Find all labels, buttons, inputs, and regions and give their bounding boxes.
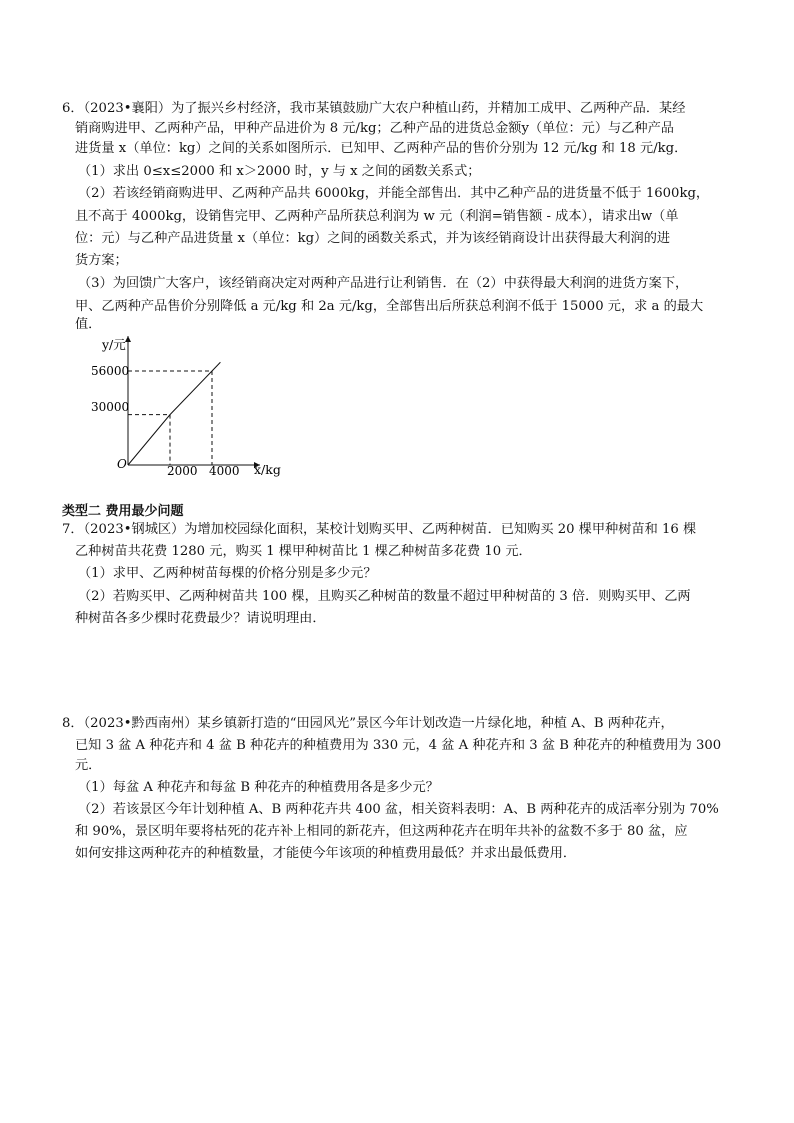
q6-graph (90, 330, 290, 485)
section-heading: 类型二 费用最少问题 (62, 504, 184, 519)
y-tick-label: 30000 (91, 400, 130, 414)
q6-line: 货方案； (75, 253, 128, 268)
y-tick-label: 56000 (91, 364, 130, 378)
q8-line: 元． (75, 758, 102, 773)
series-line (128, 362, 220, 465)
y-axis-label: y/元 (102, 337, 126, 352)
q6-part-2: （2）若该经销商购进甲、乙两种产品共 6000kg，并能全部售出．其中乙种产品的进货量不低于 1600kg， (78, 186, 710, 201)
q7-part-1: （1）求甲、乙两种树苗每棵的价格分别是多少元？ (78, 566, 377, 581)
q7-part-2: （2）若购买甲、乙两种树苗共 100 棵，且购买乙种树苗的数量不超过甲种树苗的 3 倍．则购买甲、乙两 (78, 589, 691, 604)
q6-line: 值． (75, 317, 102, 332)
q8-line: 已知 3 盆 A 种花卉和 4 盆 B 种花卉的种植费用为 330 元，4 盆 A 种花卉和 3 盆 B 种花卉的种植费用为 300 (75, 738, 722, 753)
q6-part-1: （1）求出 0≤x≤2000 和 x＞2000 时，y 与 x 之间的函数关系式； (78, 164, 481, 179)
q6-line: 位：元）与乙种产品进货量 x（单位：kg）之间的函数关系式，并为该经销商设计出获得最大利润的进 (75, 231, 671, 246)
q8-line: 和 90%，景区明年要将枯死的花卉补上相同的新花卉，但这两种花卉在明年共补的盆数不多于 80 盆，应 (75, 824, 688, 839)
q6-part-3: （3）为回馈广大客户，该经销商决定对两种产品进行让利销售．在（2）中获得最大利润的进货方案下， (78, 276, 689, 291)
q8-line: 8．（2023•黔西南州）某乡镇新打造的“田园风光”景区今年计划改造一片绿化地，种植 A、B 两种花卉， (62, 716, 674, 731)
x-tick-label: 4000 (209, 464, 240, 478)
q8-part-2: （2）若该景区今年计划种植 A、B 两种花卉共 400 盆，相关资料表明：A、B 两种花卉的成活率分别为 70% (78, 802, 719, 817)
x-axis-label: x/kg (254, 462, 281, 477)
q6-line: 6．（2023•襄阳）为了振兴乡村经济，我市某镇鼓励广大农户种植山药，并精加工成甲、乙两种产品．某经 (62, 101, 686, 116)
q7-line: 乙种树苗共花费 1280 元，购买 1 棵甲种树苗比 1 棵乙种树苗多花费 10 元． (75, 544, 532, 559)
q6-line: 进货量 x（单位：kg）之间的关系如图所示．已知甲、乙两种产品的售价分别为 12 元/kg 和 18 元/kg． (75, 141, 688, 156)
q7-line: 种树苗各多少棵时花费最少？请说明理由． (75, 611, 326, 626)
x-tick-label: 2000 (167, 464, 198, 478)
q6-line: 甲、乙两种产品售价分别降低 a 元/kg 和 2a 元/kg，全部售出后所获总利润不低于 15000 元，求 a 的最大 (75, 299, 704, 314)
q8-line: 如何安排这两种花卉的种植数量，才能使今年该项的种植费用最低？并求出最低费用． (75, 846, 577, 861)
q7-line: 7．（2023•钢城区）为增加校园绿化面积，某校计划购买甲、乙两种树苗．已知购买 20 棵甲种树苗和 16 棵 (62, 522, 697, 537)
q8-part-1: （1）每盆 A 种花卉和每盆 B 种花卉的种植费用各是多少元？ (78, 780, 439, 795)
q6-line: 销商购进甲、乙两种产品，甲种产品进价为 8 元/kg；乙种产品的进货总金额y（单位：元）与乙种产品 (75, 121, 674, 136)
origin-label: O (117, 457, 127, 471)
q6-line: 且不高于 4000kg，设销售完甲、乙两种产品所获总利润为 w 元（利润=销售额 - 成本），请求出w（单 (75, 209, 679, 224)
